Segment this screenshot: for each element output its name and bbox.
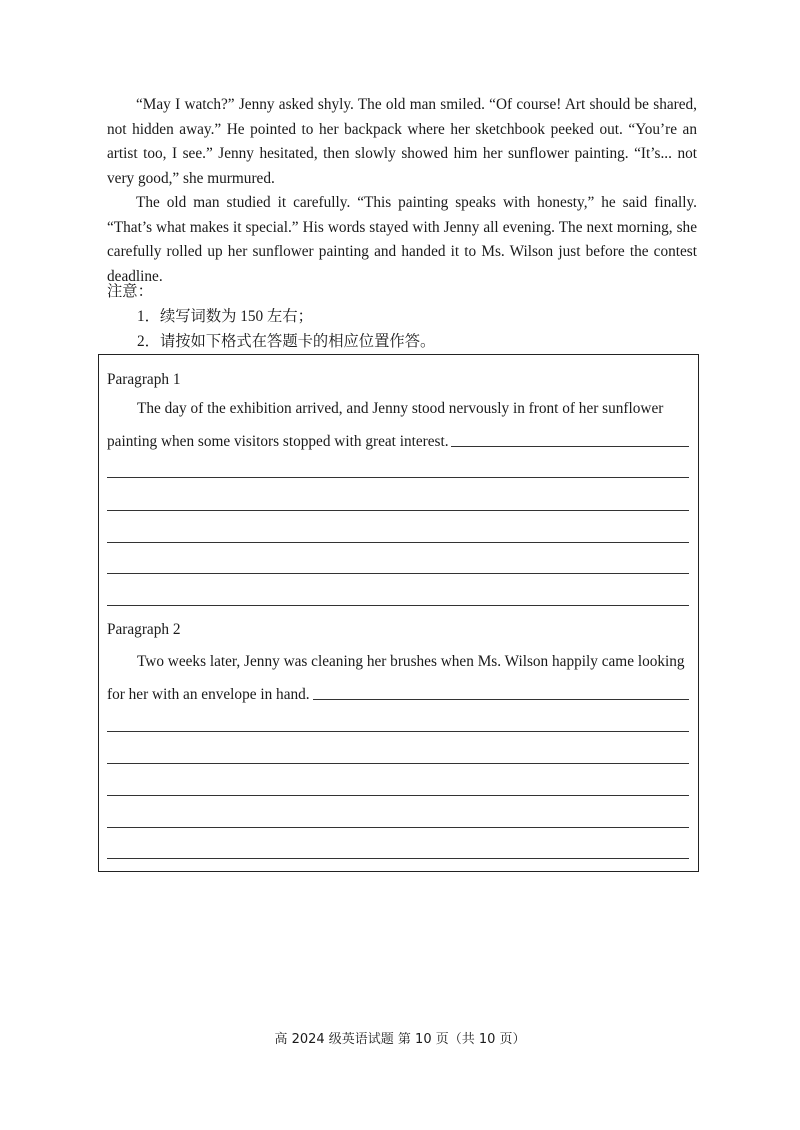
writing-line[interactable] <box>107 731 689 732</box>
writing-line[interactable] <box>451 446 689 447</box>
paragraph-2-prompt-text: Two weeks later, Jenny was cleaning her brushes when Ms. Wilson happily came looking for her with an envelope in hand. <box>107 653 685 703</box>
paragraph-1-prompt <box>107 392 690 458</box>
paragraph-2-prompt <box>107 645 690 711</box>
writing-line[interactable] <box>107 477 689 478</box>
story-paragraph: “May I watch?” Jenny asked shyly. The old man smiled. “Of course! Art should be shared, not hidden away.” He pointed to her backpack where her sketchbook peeked out. “You’re an artist too, I see.” Jenny hesitated, then slowly showed him her sunflower painting. “It’s... not very good,” she murmured. <box>107 96 697 187</box>
writing-line[interactable] <box>107 510 689 511</box>
writing-line[interactable] <box>313 699 689 700</box>
page-footer: 高 2024 级英语试题 第 10 页（共 10 页） <box>274 1032 526 1047</box>
answer-box <box>98 354 699 872</box>
story-paragraph: The old man studied it carefully. “This painting speaks with honesty,” he said finally. “That’s what makes it special.” His words stayed with Jenny all evening. The next morning, she carefully rolled up her sunflower painting and handed it to Ms. Wilson just before the contest deadline. <box>107 194 697 285</box>
writing-line[interactable] <box>107 858 689 859</box>
paragraph-1-label: Paragraph 1 <box>107 371 181 388</box>
writing-line[interactable] <box>107 542 689 543</box>
note-item: 2．请按如下格式在答题卡的相应位置作答。 <box>137 333 436 350</box>
note-item: 1．续写词数为 150 左右； <box>137 308 313 325</box>
paragraph-2-label: Paragraph 2 <box>107 621 181 638</box>
writing-line[interactable] <box>107 795 689 796</box>
writing-line[interactable] <box>107 763 689 764</box>
writing-line[interactable] <box>107 605 689 606</box>
story-passage <box>107 93 697 289</box>
paragraph-1-prompt-text: The day of the exhibition arrived, and Jenny stood nervously in front of her sunflower painting when some visitors stopped with great interest. <box>107 400 664 450</box>
notes-section <box>107 279 697 354</box>
writing-line[interactable] <box>107 827 689 828</box>
writing-line[interactable] <box>107 573 689 574</box>
notes-title: 注意： <box>107 283 153 300</box>
